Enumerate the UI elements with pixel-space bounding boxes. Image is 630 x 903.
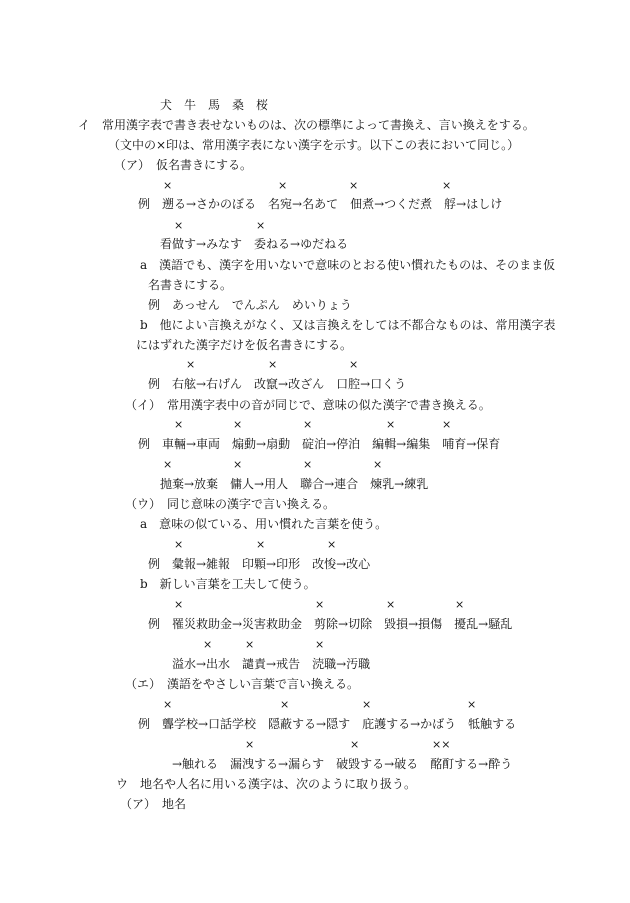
x-mark: × bbox=[174, 598, 184, 611]
paragraph-a: a 漢語でも、漢字を用いないで意味のとおる使い慣れたものは、そのまま仮 bbox=[140, 258, 556, 272]
example-line: 例 罹災救助金→災害救助金 剪除→切除 毀損→損傷 擾乱→騒乱 bbox=[148, 617, 513, 631]
paragraph-b: b 新しい言葉を工夫して使う。 bbox=[140, 577, 316, 591]
example-line: →触れる 漏洩する→漏らす 破毀する→破る 酩酊する→酔う bbox=[172, 757, 513, 771]
x-mark: × bbox=[256, 219, 266, 232]
example-line: 例 遡る→さかのぼる 名宛→名あて 佃煮→つくだ煮 艀→はしけ bbox=[138, 197, 503, 211]
x-mark: × bbox=[315, 638, 325, 651]
x-mark: × bbox=[163, 698, 173, 711]
x-mark: × bbox=[174, 538, 184, 551]
paragraph-b-cont: にはずれた漢字だけを仮名書きにする。 bbox=[136, 338, 353, 352]
example-line: 例 あっせん でんぷん めいりょう bbox=[148, 298, 352, 312]
x-mark: × bbox=[163, 179, 173, 192]
subsection-i-title: （イ） 常用漢字表中の音が同じで、意味の似た漢字で書き換える。 bbox=[125, 398, 491, 412]
x-mark: × bbox=[349, 358, 359, 371]
x-mark: × bbox=[350, 738, 360, 751]
section-i-rule: イ 常用漢字表で書き表せないものは、次の標準によって書換え、言い換えをする。 bbox=[78, 118, 535, 132]
example-line: 例 彙報→雑報 印顆→印形 改悛→改心 bbox=[148, 557, 371, 571]
subsection-a-title: （ア） 地名 bbox=[120, 797, 187, 811]
x-mark: × bbox=[455, 598, 465, 611]
x-mark: × bbox=[256, 538, 266, 551]
example-line: 例 車輛→車両 煽動→扇動 碇泊→停泊 編輯→編集 哺育→保育 bbox=[138, 437, 501, 451]
x-mark: × bbox=[186, 358, 196, 371]
section-u-rule: ウ 地名や人名に用いる漢字は、次のように取り扱う。 bbox=[116, 777, 417, 791]
x-mark: × bbox=[268, 358, 278, 371]
heading-kanji-list: 犬 牛 馬 桑 桜 bbox=[160, 98, 269, 112]
x-mark: × bbox=[245, 738, 255, 751]
x-mark: × bbox=[233, 458, 243, 471]
x-mark: × bbox=[278, 179, 288, 192]
x-mark: × bbox=[303, 458, 313, 471]
x-mark: × bbox=[467, 698, 477, 711]
x-mark: × bbox=[233, 418, 243, 431]
x-mark: × bbox=[362, 698, 372, 711]
x-mark: × bbox=[386, 418, 396, 431]
x-mark: × bbox=[386, 598, 396, 611]
subsection-u-title: （ウ） 同じ意味の漢字で言い換える。 bbox=[125, 497, 336, 511]
example-line: 例 右舷→右げん 改竄→改ざん 口腔→口くう bbox=[148, 377, 407, 391]
paragraph-a: a 意味の似ている、用い慣れた言葉を使う。 bbox=[140, 517, 388, 531]
x-mark: × bbox=[315, 598, 325, 611]
example-line: 例 聾学校→口話学校 隠蔽する→隠す 庇護する→かばう 牴触する bbox=[138, 717, 517, 731]
x-mark: × bbox=[349, 179, 359, 192]
x-mark: × bbox=[280, 698, 290, 711]
x-mark: × bbox=[245, 638, 255, 651]
example-line: 看做す→みなす 委ねる→ゆだねる bbox=[160, 237, 349, 251]
paragraph-b: b 他によい言換えがなく、又は言換えをしては不都合なものは、常用漢字表 bbox=[140, 318, 556, 332]
example-line: 抛棄→放棄 傭人→用人 聯合→連合 煉乳→練乳 bbox=[160, 477, 429, 491]
x-mark: ×× bbox=[432, 738, 451, 751]
x-mark: × bbox=[442, 418, 452, 431]
subsection-e-title: （エ） 漢語をやさしい言葉で言い換える。 bbox=[125, 677, 360, 691]
x-mark: × bbox=[174, 418, 184, 431]
x-mark: × bbox=[373, 458, 383, 471]
x-mark: × bbox=[327, 538, 337, 551]
x-mark: × bbox=[163, 458, 173, 471]
x-mark: × bbox=[442, 179, 452, 192]
x-mark: × bbox=[303, 418, 313, 431]
x-mark: × bbox=[174, 219, 184, 232]
x-mark: × bbox=[203, 638, 213, 651]
paragraph-a-cont: 名書きにする。 bbox=[148, 278, 233, 292]
subsection-a-title: （ア） 仮名書きにする。 bbox=[114, 158, 253, 172]
example-line: 溢水→出水 譴責→戒告 涜職→汚職 bbox=[172, 657, 371, 671]
note-x-mark: （文中の×印は、常用漢字表にない漢字を示す。以下この表において同じ。） bbox=[108, 138, 520, 152]
